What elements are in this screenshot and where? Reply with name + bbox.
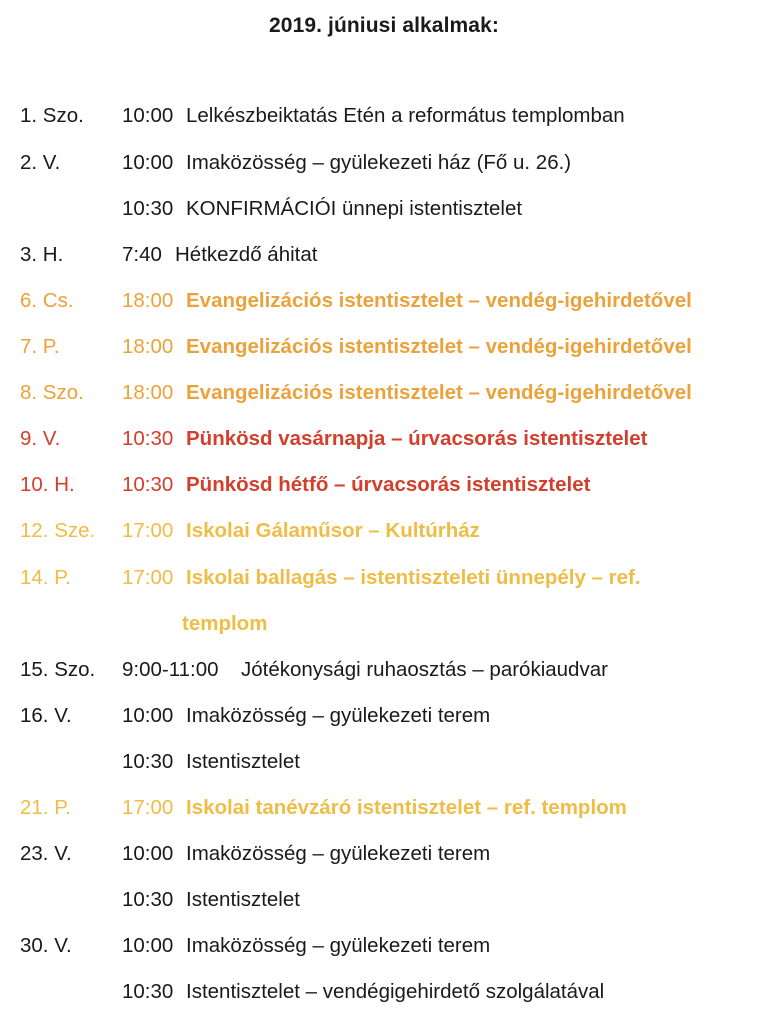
row-event: Istentisztelet xyxy=(186,750,300,773)
row-time: 18:00 xyxy=(122,335,174,358)
row-event: Pünkösd hétfő – úrvacsorás istentisztelet xyxy=(186,473,591,496)
row-day: 14. P. xyxy=(20,566,71,589)
row-time: 18:00 xyxy=(122,381,174,404)
row-time: 10:30 xyxy=(122,473,174,496)
schedule-row xyxy=(0,704,768,736)
row-event: Iskolai tanévzáró istentisztelet – ref. templom xyxy=(186,796,627,819)
schedule-row xyxy=(0,473,768,505)
row-day: 12. Sze. xyxy=(20,519,96,542)
row-day: 6. Cs. xyxy=(20,289,74,312)
row-time: 10:30 xyxy=(122,750,174,773)
page-title: 2019. júniusi alkalmak: xyxy=(269,14,499,37)
schedule-row xyxy=(0,888,768,920)
row-day: 15. Szo. xyxy=(20,658,96,681)
schedule-row xyxy=(0,750,768,782)
row-day: 8. Szo. xyxy=(20,381,84,404)
row-event: KONFIRMÁCIÓI ünnepi istentisztelet xyxy=(186,197,523,220)
schedule-row xyxy=(0,566,768,598)
row-event: Lelkészbeiktatás Etén a református templomban xyxy=(186,104,625,127)
row-event: Iskolai Gálaműsor – Kultúrház xyxy=(186,519,480,542)
schedule-row xyxy=(0,151,768,183)
row-time: 7:40 xyxy=(122,243,162,266)
row-event-continuation: templom xyxy=(182,612,268,635)
schedule-row xyxy=(0,796,768,828)
schedule-row xyxy=(0,104,768,136)
row-event: Imaközösség – gyülekezeti ház (Fő u. 26.) xyxy=(186,151,572,174)
row-day: 16. V. xyxy=(20,704,72,727)
row-event: Imaközösség – gyülekezeti terem xyxy=(186,704,491,727)
row-day: 30. V. xyxy=(20,934,72,957)
row-event: Imaközösség – gyülekezeti terem xyxy=(186,842,491,865)
row-time: 10:30 xyxy=(122,980,174,1003)
row-day: 1. Szo. xyxy=(20,104,84,127)
row-day: 21. P. xyxy=(20,796,71,819)
row-time: 10:00 xyxy=(122,151,174,174)
row-day: 9. V. xyxy=(20,427,61,450)
row-day: 2. V. xyxy=(20,151,61,174)
row-time: 10:00 xyxy=(122,842,174,865)
schedule-row xyxy=(0,289,768,321)
schedule-row xyxy=(0,842,768,874)
row-time: 17:00 xyxy=(122,519,174,542)
row-event: Hétkezdő áhitat xyxy=(175,243,318,266)
row-time: 10:00 xyxy=(122,704,174,727)
schedule-row xyxy=(0,243,768,275)
row-event: Istentisztelet xyxy=(186,888,300,911)
schedule-row xyxy=(0,658,768,690)
schedule-row xyxy=(0,381,768,413)
row-time: 17:00 xyxy=(122,566,174,589)
row-event: Evangelizációs istentisztelet – vendég-igehirdetővel xyxy=(186,335,692,358)
schedule-row xyxy=(0,335,768,367)
row-time: 10:30 xyxy=(122,197,174,220)
row-event: Evangelizációs istentisztelet – vendég-igehirdetővel xyxy=(186,381,692,404)
row-event: Pünkösd vasárnapja – úrvacsorás istentisztelet xyxy=(186,427,648,450)
row-day: 23. V. xyxy=(20,842,72,865)
row-time: 10:00 xyxy=(122,934,174,957)
row-event: Jótékonysági ruhaosztás – parókiaudvar xyxy=(241,658,608,681)
schedule-row xyxy=(0,519,768,551)
row-time: 10:00 xyxy=(122,104,174,127)
row-event: Evangelizációs istentisztelet – vendég-igehirdetővel xyxy=(186,289,692,312)
row-event: Imaközösség – gyülekezeti terem xyxy=(186,934,491,957)
row-event: Istentisztelet – vendégigehirdető szolgálatával xyxy=(186,980,605,1003)
row-time: 10:30 xyxy=(122,888,174,911)
schedule-row xyxy=(0,980,768,1012)
row-day: 7. P. xyxy=(20,335,60,358)
schedule-row xyxy=(0,427,768,459)
schedule-row-continuation xyxy=(0,612,768,644)
row-event: Iskolai ballagás – istentiszteleti ünnepély – ref. xyxy=(186,566,641,589)
row-day: 10. H. xyxy=(20,473,75,496)
row-time: 9:00-11:00 xyxy=(122,658,219,681)
row-time: 17:00 xyxy=(122,796,174,819)
row-day: 3. H. xyxy=(20,243,64,266)
schedule-row xyxy=(0,197,768,229)
schedule-row xyxy=(0,934,768,966)
row-time: 18:00 xyxy=(122,289,174,312)
row-time: 10:30 xyxy=(122,427,174,450)
